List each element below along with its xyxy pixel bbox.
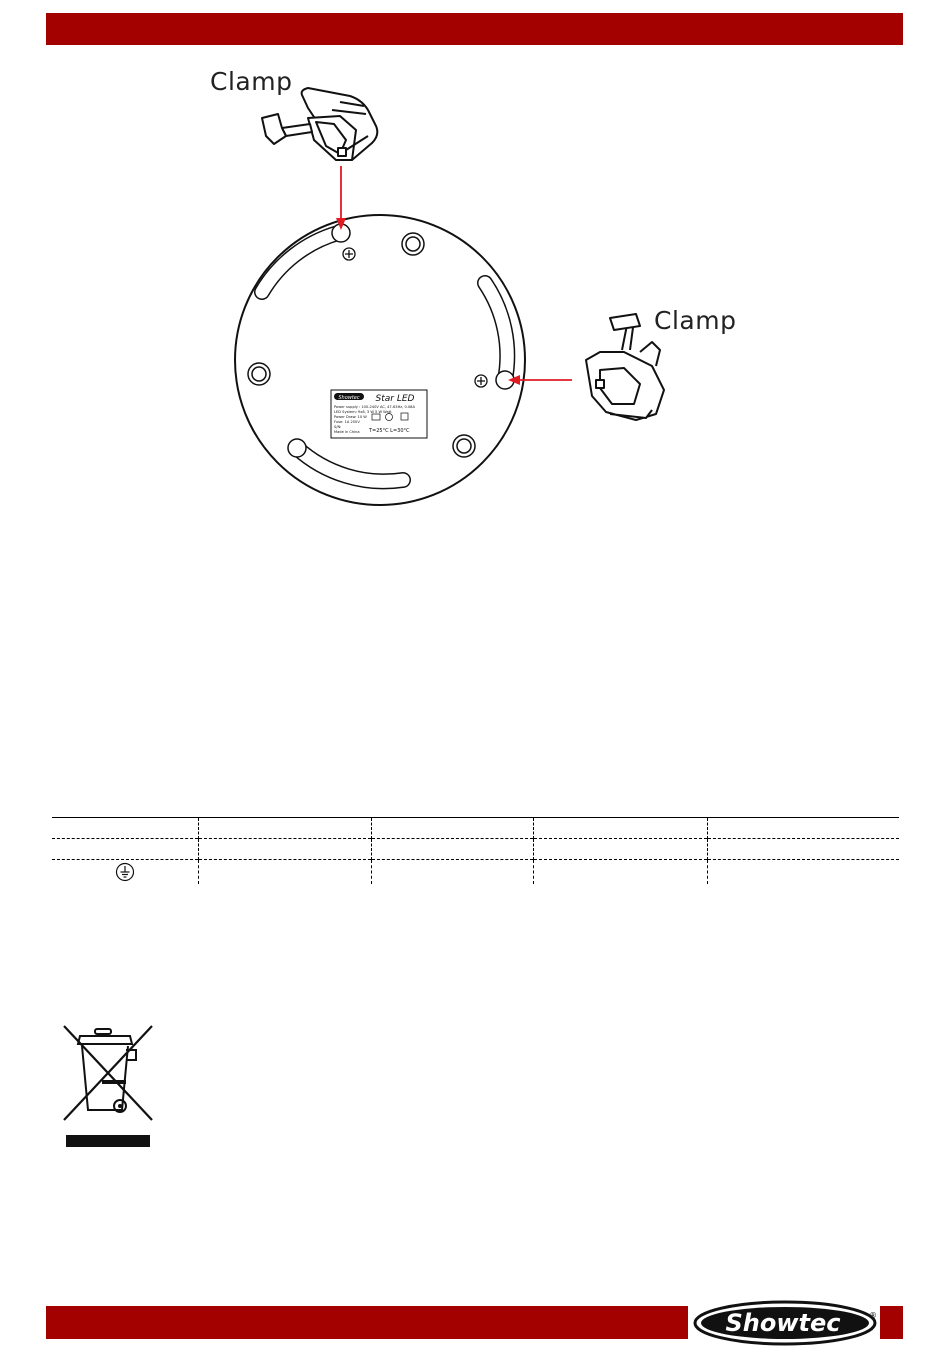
clamp-label-top: Clamp — [210, 67, 293, 96]
clamp-label-right: Clamp — [654, 306, 737, 335]
footer-bar — [46, 1306, 688, 1339]
earth-icon — [115, 862, 135, 882]
connection-table — [52, 817, 899, 884]
mounting-diagram — [0, 0, 950, 560]
svg-text:T=25°C L=30°C: T=25°C L=30°C — [369, 428, 410, 434]
svg-text:®: ® — [869, 1311, 877, 1320]
nameplate-line: Power supply : 100-240V AC, 47-63Hz, 0.08A — [334, 405, 415, 409]
svg-text:Showtec: Showtec — [725, 1309, 841, 1337]
clamp-illustration-top — [262, 88, 377, 160]
crossed-out-wheelie-bin-icon — [58, 1022, 158, 1152]
table-row — [52, 860, 899, 885]
svg-text:Showtec: Showtec — [338, 395, 360, 401]
footer-bar-right — [880, 1306, 903, 1339]
svg-text:Star LED: Star LED — [375, 394, 415, 404]
nameplate-line: S/N: — [334, 425, 342, 429]
nameplate-line: Fuse: 1A 250V — [334, 420, 360, 424]
nameplate-line: Power Draw: 10 W — [334, 415, 367, 419]
table-row — [52, 818, 899, 839]
nameplate-line: LED System: 9x8, 3 W 5 W Watt — [334, 410, 392, 414]
nameplate-line: Made in China — [334, 430, 360, 434]
showtec-logo — [693, 1300, 879, 1346]
clamp-illustration-right — [586, 314, 664, 420]
table-row — [52, 839, 899, 860]
arrow-left-icon — [508, 375, 572, 385]
arrow-down-icon — [336, 166, 346, 230]
